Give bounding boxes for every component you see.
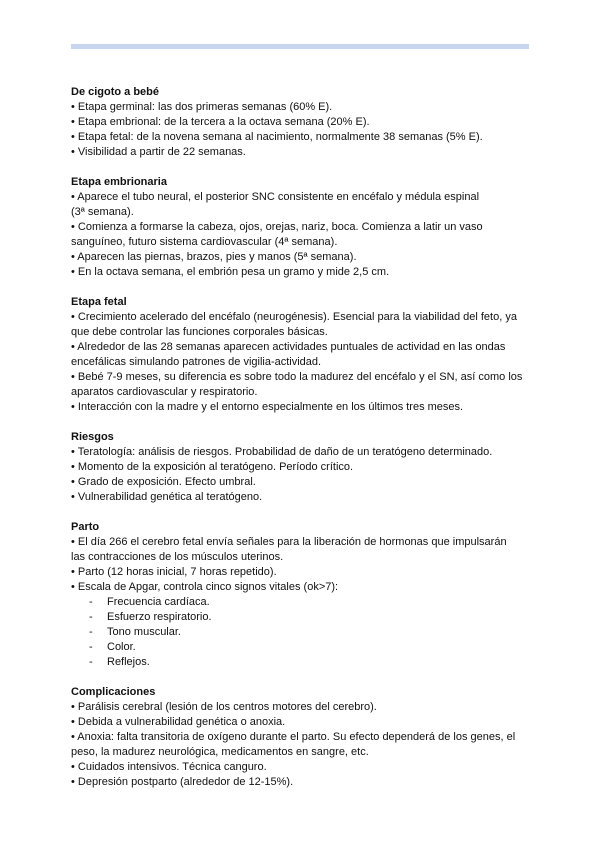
list-item: • Teratología: análisis de riesgos. Probabilidad de daño de un teratógeno determinado.	[71, 446, 493, 458]
list-item: • Comienza a formarse la cabeza, ojos, orejas, nariz, boca. Comienza a latir un vaso	[71, 221, 483, 233]
list-item: sanguíneo, futuro sistema cardiovascular (4ª semana).	[71, 236, 338, 248]
list-item: • Crecimiento acelerado del encéfalo (neurogénesis). Esencial para la viabilidad del feto, ya	[71, 311, 517, 323]
list-item: • Anoxia: falta transitoria de oxígeno durante el parto. Su efecto dependerá de los genes, el	[71, 731, 516, 743]
apgar-item-label: Tono muscular.	[107, 626, 181, 638]
document-body	[71, 85, 533, 805]
list-item: (3ª semana).	[71, 206, 134, 218]
section-etapa-fetal	[71, 295, 533, 415]
list-item: • Grado de exposición. Efecto umbral.	[71, 476, 256, 488]
list-item: • Etapa embrional: de la tercera a la octava semana (20% E).	[71, 116, 370, 128]
list-item: • Depresión postparto (alrededor de 12-15%).	[71, 776, 294, 788]
list-item: • Aparece el tubo neural, el posterior SNC consistente en encéfalo y médula espinal	[71, 191, 480, 203]
list-item: • En la octava semana, el embrión pesa un gramo y mide 2,5 cm.	[71, 266, 390, 278]
section-title: Parto	[71, 521, 100, 533]
list-item: • Etapa fetal: de la novena semana al nacimiento, normalmente 38 semanas (5% E).	[71, 131, 483, 143]
apgar-item: - Tono muscular.	[89, 626, 181, 638]
list-item: • Debida a vulnerabilidad genética o anoxia.	[71, 716, 286, 728]
section-title: Etapa fetal	[71, 296, 127, 308]
header-rule	[71, 44, 529, 49]
apgar-item: - Reflejos.	[89, 656, 150, 668]
apgar-item-label: Reflejos.	[107, 656, 150, 668]
list-item: • Momento de la exposición al teratógeno. Período crítico.	[71, 461, 354, 473]
apgar-item: - Color.	[89, 641, 136, 653]
section-de-cigoto-a-bebe	[71, 85, 533, 160]
list-item: • Etapa germinal: las dos primeras semanas (60% E).	[71, 101, 333, 113]
apgar-item: - Frecuencia cardíaca.	[89, 596, 210, 608]
section-title: Complicaciones	[71, 686, 156, 698]
apgar-item-label: Color.	[107, 641, 136, 653]
section-complicaciones	[71, 685, 533, 790]
list-item: aparatos cardiovascular y respiratorio.	[71, 386, 258, 398]
section-title: Etapa embrionaria	[71, 176, 167, 188]
list-item: • Escala de Apgar, controla cinco signos vitales (ok>7):	[71, 581, 339, 593]
list-item: • Interacción con la madre y el entorno especialmente en los últimos tres meses.	[71, 401, 464, 413]
list-item: • El día 266 el cerebro fetal envía señales para la liberación de hormonas que impulsarán	[71, 536, 507, 548]
list-item: • Alrededor de las 28 semanas aparecen actividades puntuales de actividad en las ondas	[71, 341, 506, 353]
list-item: • Bebé 7-9 meses, su diferencia es sobre todo la madurez del encéfalo y el SN, así como los	[71, 371, 523, 383]
list-item: • Parto (12 horas inicial, 7 horas repetido).	[71, 566, 277, 578]
list-item: • Vulnerabilidad genética al teratógeno.	[71, 491, 263, 503]
apgar-item-label: Esfuerzo respiratorio.	[107, 611, 212, 623]
section-parto	[71, 520, 533, 670]
section-riesgos	[71, 430, 533, 505]
section-title: De cigoto a bebé	[71, 86, 160, 98]
list-item: las contracciones de los músculos uterinos.	[71, 551, 284, 563]
section-title: Riesgos	[71, 431, 114, 443]
apgar-item: - Esfuerzo respiratorio.	[89, 611, 212, 623]
list-item: • Aparecen las piernas, brazos, pies y manos (5ª semana).	[71, 251, 357, 263]
section-etapa-embrionaria	[71, 175, 533, 280]
list-item: que debe controlar las funciones corporales básicas.	[71, 326, 328, 338]
list-item: • Cuidados intensivos. Técnica canguro.	[71, 761, 267, 773]
list-item: encefálicas simulando patrones de vigilia-actividad.	[71, 356, 322, 368]
list-item: peso, la madurez neurológica, medicamentos en sangre, etc.	[71, 746, 369, 758]
list-item: • Visibilidad a partir de 22 semanas.	[71, 146, 246, 158]
apgar-item-label: Frecuencia cardíaca.	[107, 596, 210, 608]
list-item: • Parálisis cerebral (lesión de los centros motores del cerebro).	[71, 701, 377, 713]
